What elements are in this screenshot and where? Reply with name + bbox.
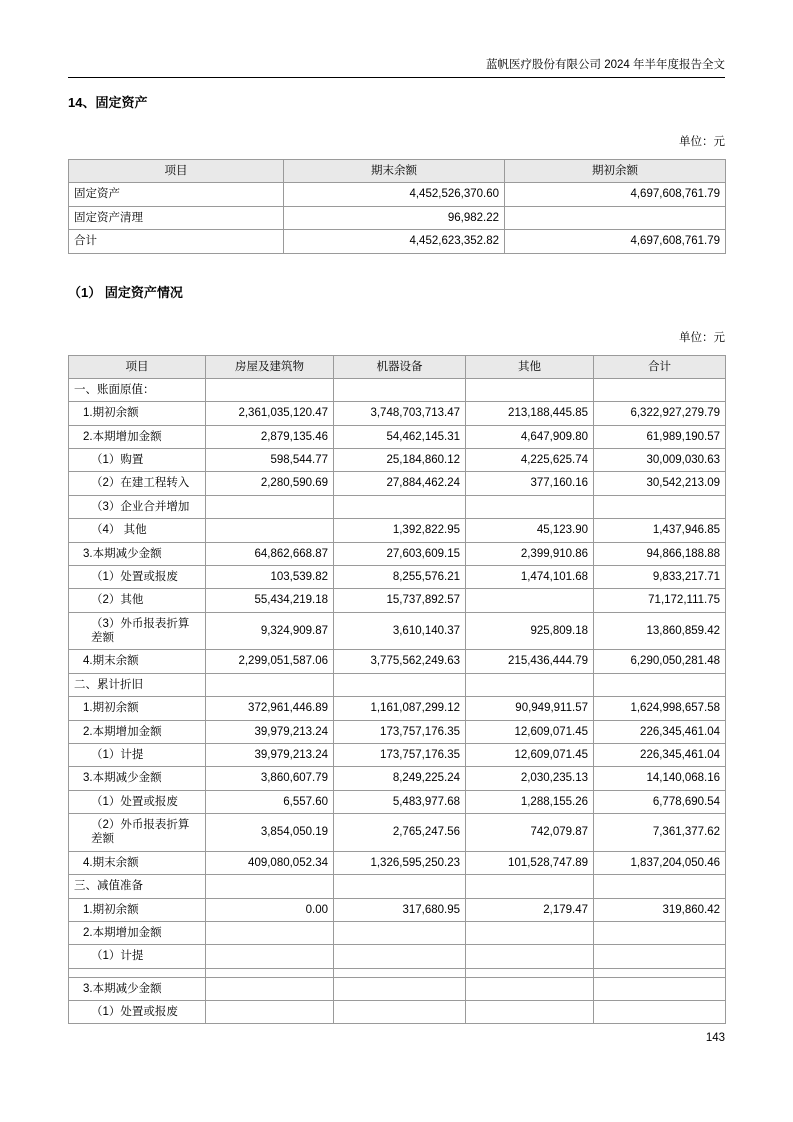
row-label: （3）外币报表折算差额 [69, 612, 206, 650]
subsection-title: （1） 固定资产情况 [68, 284, 183, 300]
fixed-assets-detail-table [68, 355, 726, 1025]
cell-value: 1,837,204,050.46 [594, 851, 726, 874]
row-label [69, 968, 206, 977]
cell-value: 8,255,576.21 [334, 565, 466, 588]
cell-value [334, 977, 466, 1000]
cell-value: 226,345,461.04 [594, 720, 726, 743]
cell-value [334, 945, 466, 968]
cell-value: 213,188,445.85 [466, 402, 594, 425]
row-label: 1.期初余额 [69, 697, 206, 720]
cell-value [594, 1001, 726, 1024]
cell-value: 30,542,213.09 [594, 472, 726, 495]
cell-value [206, 945, 334, 968]
cell-value: 14,140,068.16 [594, 767, 726, 790]
table-row [69, 206, 726, 229]
row-label: （2）其他 [69, 589, 206, 612]
table-row [69, 378, 726, 401]
cell-value [206, 378, 334, 401]
cell-value [334, 495, 466, 518]
table-row [69, 743, 726, 766]
cell-value: 372,961,446.89 [206, 697, 334, 720]
cell-value: 7,361,377.62 [594, 814, 726, 852]
cell-value [466, 977, 594, 1000]
cell-value: 2,765,247.56 [334, 814, 466, 852]
cell-value: 742,079.87 [466, 814, 594, 852]
cell-value: 4,647,909.80 [466, 425, 594, 448]
table-row [69, 921, 726, 944]
row-label: 2.本期增加金额 [69, 921, 206, 944]
cell-value: 2,399,910.86 [466, 542, 594, 565]
cell-value [466, 589, 594, 612]
cell-value [594, 378, 726, 401]
row-label: 固定资产清理 [69, 206, 284, 229]
row-label: （2）外币报表折算差额 [69, 814, 206, 852]
cell-value: 2,299,051,587.06 [206, 650, 334, 673]
cell-value [206, 921, 334, 944]
cell-value: 3,610,140.37 [334, 612, 466, 650]
cell-value [594, 977, 726, 1000]
cell-value: 2,179.47 [466, 898, 594, 921]
cell-value: 925,809.18 [466, 612, 594, 650]
cell-value: 101,528,747.89 [466, 851, 594, 874]
cell-value: 1,392,822.95 [334, 519, 466, 542]
row-label: 1.期初余额 [69, 898, 206, 921]
cell-value: 377,160.16 [466, 472, 594, 495]
row-label: 3.本期减少金额 [69, 542, 206, 565]
cell-value: 39,979,213.24 [206, 743, 334, 766]
cell-value: 6,778,690.54 [594, 790, 726, 813]
cell-value: 173,757,176.35 [334, 743, 466, 766]
row-label: 2.本期增加金额 [69, 720, 206, 743]
cell-value: 4,452,526,370.60 [284, 183, 505, 206]
cell-value: 55,434,219.18 [206, 589, 334, 612]
cell-value: 1,161,087,299.12 [334, 697, 466, 720]
table-row [69, 230, 726, 253]
cell-value: 12,609,071.45 [466, 743, 594, 766]
cell-value: 25,184,860.12 [334, 449, 466, 472]
cell-value: 4,697,608,761.79 [505, 230, 726, 253]
column-header-item: 项目 [69, 160, 284, 183]
cell-value [594, 495, 726, 518]
row-label: （1）计提 [69, 743, 206, 766]
cell-value [466, 875, 594, 898]
cell-value: 8,249,225.24 [334, 767, 466, 790]
cell-value: 3,748,703,713.47 [334, 402, 466, 425]
row-label: 1.期初余额 [69, 402, 206, 425]
fixed-assets-summary-table [68, 159, 726, 254]
table-row [69, 472, 726, 495]
cell-value [206, 1001, 334, 1024]
row-label: 三、减值准备 [69, 875, 206, 898]
cell-value [594, 945, 726, 968]
cell-value [594, 673, 726, 696]
column-header-other: 其他 [466, 355, 594, 378]
table-row [69, 612, 726, 650]
cell-value [466, 968, 594, 977]
cell-value: 4,225,625.74 [466, 449, 594, 472]
cell-value: 1,288,155.26 [466, 790, 594, 813]
cell-value: 5,483,977.68 [334, 790, 466, 813]
table-row [69, 183, 726, 206]
table-row [69, 519, 726, 542]
cell-value: 1,437,946.85 [594, 519, 726, 542]
page-title: 14、固定资产 [68, 95, 148, 110]
cell-value [466, 495, 594, 518]
cell-value [334, 875, 466, 898]
cell-value [206, 495, 334, 518]
cell-value: 39,979,213.24 [206, 720, 334, 743]
cell-value: 598,544.77 [206, 449, 334, 472]
cell-value: 6,290,050,281.48 [594, 650, 726, 673]
cell-value: 94,866,188.88 [594, 542, 726, 565]
cell-value: 173,757,176.35 [334, 720, 466, 743]
cell-value: 45,123.90 [466, 519, 594, 542]
cell-value: 1,326,595,250.23 [334, 851, 466, 874]
row-label: 二、累计折旧 [69, 673, 206, 696]
cell-value: 9,833,217.71 [594, 565, 726, 588]
page-header: 蓝帆医疗股份有限公司 2024 年半年度报告全文 [68, 56, 725, 78]
page-content [68, 92, 725, 1024]
cell-value: 6,322,927,279.79 [594, 402, 726, 425]
unit-label-1: 单位：元 [679, 136, 725, 148]
cell-value: 4,452,623,352.82 [284, 230, 505, 253]
cell-value: 27,603,609.15 [334, 542, 466, 565]
row-label: 3.本期减少金额 [69, 977, 206, 1000]
table-header-row [69, 160, 726, 183]
cell-value: 319,860.42 [594, 898, 726, 921]
cell-value: 96,982.22 [284, 206, 505, 229]
table-row [69, 542, 726, 565]
cell-value: 12,609,071.45 [466, 720, 594, 743]
row-label: 固定资产 [69, 183, 284, 206]
cell-value: 3,775,562,249.63 [334, 650, 466, 673]
row-label: （1）计提 [69, 945, 206, 968]
cell-value [206, 875, 334, 898]
cell-value: 409,080,052.34 [206, 851, 334, 874]
cell-value: 226,345,461.04 [594, 743, 726, 766]
cell-value [466, 945, 594, 968]
cell-value [334, 378, 466, 401]
column-header-machinery: 机器设备 [334, 355, 466, 378]
table-row [69, 968, 726, 977]
cell-value: 61,989,190.57 [594, 425, 726, 448]
column-header-buildings: 房屋及建筑物 [206, 355, 334, 378]
unit-label-2: 单位：元 [679, 331, 725, 344]
column-header-item: 项目 [69, 355, 206, 378]
table-row [69, 697, 726, 720]
table-row [69, 425, 726, 448]
table-row [69, 790, 726, 813]
table-row [69, 495, 726, 518]
cell-value: 215,436,444.79 [466, 650, 594, 673]
cell-value: 64,862,668.87 [206, 542, 334, 565]
cell-value [206, 519, 334, 542]
table-row [69, 875, 726, 898]
cell-value: 2,030,235.13 [466, 767, 594, 790]
cell-value: 90,949,911.57 [466, 697, 594, 720]
column-header-beginning-balance: 期初余额 [505, 160, 726, 183]
cell-value: 3,860,607.79 [206, 767, 334, 790]
table-row [69, 767, 726, 790]
cell-value: 13,860,859.42 [594, 612, 726, 650]
row-label: （1）处置或报废 [69, 790, 206, 813]
row-label: （1）购置 [69, 449, 206, 472]
cell-value: 3,854,050.19 [206, 814, 334, 852]
cell-value: 0.00 [206, 898, 334, 921]
cell-value: 103,539.82 [206, 565, 334, 588]
table-row [69, 898, 726, 921]
row-label: 合计 [69, 230, 284, 253]
cell-value [206, 977, 334, 1000]
cell-value: 2,280,590.69 [206, 472, 334, 495]
row-label: （3）企业合并增加 [69, 495, 206, 518]
cell-value: 71,172,111.75 [594, 589, 726, 612]
table-row [69, 1001, 726, 1024]
table-row [69, 565, 726, 588]
row-label: （1）处置或报废 [69, 1001, 206, 1024]
table-row [69, 589, 726, 612]
cell-value: 27,884,462.24 [334, 472, 466, 495]
cell-value: 1,474,101.68 [466, 565, 594, 588]
cell-value [594, 968, 726, 977]
cell-value [594, 875, 726, 898]
cell-value [466, 378, 594, 401]
cell-value [505, 206, 726, 229]
table-row [69, 814, 726, 852]
row-label: 3.本期减少金额 [69, 767, 206, 790]
cell-value: 317,680.95 [334, 898, 466, 921]
table-row [69, 449, 726, 472]
cell-value: 15,737,892.57 [334, 589, 466, 612]
table-row [69, 851, 726, 874]
cell-value: 54,462,145.31 [334, 425, 466, 448]
table-row [69, 673, 726, 696]
table-row [69, 945, 726, 968]
cell-value: 9,324,909.87 [206, 612, 334, 650]
row-label: 4.期末余额 [69, 650, 206, 673]
row-label: 4.期末余额 [69, 851, 206, 874]
table-row [69, 402, 726, 425]
row-label: （1）处置或报废 [69, 565, 206, 588]
cell-value [594, 921, 726, 944]
cell-value: 2,361,035,120.47 [206, 402, 334, 425]
cell-value [466, 1001, 594, 1024]
cell-value: 4,697,608,761.79 [505, 183, 726, 206]
table-header-row [69, 355, 726, 378]
cell-value [334, 673, 466, 696]
row-label: 2.本期增加金额 [69, 425, 206, 448]
column-header-ending-balance: 期末余额 [284, 160, 505, 183]
cell-value: 1,624,998,657.58 [594, 697, 726, 720]
row-label: （2）在建工程转入 [69, 472, 206, 495]
cell-value: 2,879,135.46 [206, 425, 334, 448]
cell-value [334, 921, 466, 944]
table-row [69, 977, 726, 1000]
table-row [69, 720, 726, 743]
table-row [69, 650, 726, 673]
page-number: 143 [705, 1032, 725, 1044]
cell-value [206, 673, 334, 696]
row-label: （4） 其他 [69, 519, 206, 542]
cell-value: 30,009,030.63 [594, 449, 726, 472]
cell-value [466, 673, 594, 696]
cell-value [334, 968, 466, 977]
column-header-total: 合计 [594, 355, 726, 378]
cell-value: 6,557.60 [206, 790, 334, 813]
cell-value [334, 1001, 466, 1024]
cell-value [466, 921, 594, 944]
row-label: 一、账面原值： [69, 378, 206, 401]
cell-value [206, 968, 334, 977]
